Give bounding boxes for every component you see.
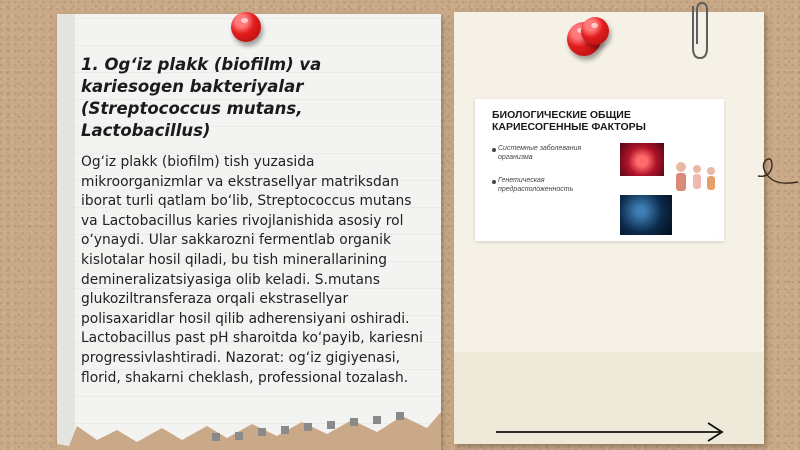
dna-image [620, 195, 672, 235]
embedded-slide [475, 99, 724, 241]
card-edge-strip [57, 14, 75, 450]
pushpin-icon [581, 17, 609, 45]
slide-bullet-item: Системные заболевания организма [498, 145, 582, 161]
bullet-icon [492, 180, 496, 184]
human-figures-image [671, 159, 719, 199]
bullet-icon [492, 148, 496, 152]
curl-doodle-icon [758, 152, 800, 200]
arrow-right-icon [494, 420, 726, 444]
section-heading: 1. Og‘iz plakk (biofilm) va kariesogen bakteriyalar (Streptococcus mutans, Lactobacillus) [81, 55, 322, 140]
slide-page-marker: · [716, 232, 718, 238]
slide-title: БИОЛОГИЧЕСКИЕ ОБЩИЕ КАРИЕСОГЕННЫЕ ФАКТОРЫ [492, 109, 646, 133]
slide-bullet-item: Генетическая предрасположенность [498, 177, 574, 193]
tooth-cavity-image [620, 143, 664, 176]
paperclip-icon [685, 0, 715, 62]
section-body-text: Og‘iz plakk (biofilm) tish yuzasida mikroorganizmlar va ekstrasellyar matriksdan iborat turli qatlam bo‘lib, Streptococcus mutans va Lactobacillus karies rivojlanishida asosiy rol o‘ynaydi. Ular sakkarozni fermentlab organik kislotalar hosil qiladi, bu tish minerallarining demineralizatsiyasiga olib keladi. S.mutans glukoziltransferaza orqali ekstrasellyar polisaxaridlar hosil qilib adherensiyani oshiradi. Lactobacillus past pH sharoitda ko‘payib, kariesni progressivlashtiradi. Nazorat: og‘iz gigiyenasi, florid, shakarni cheklash, professional tozalash. [81, 154, 423, 386]
pushpin-icon [231, 12, 261, 42]
torn-paper-edge [57, 406, 441, 450]
